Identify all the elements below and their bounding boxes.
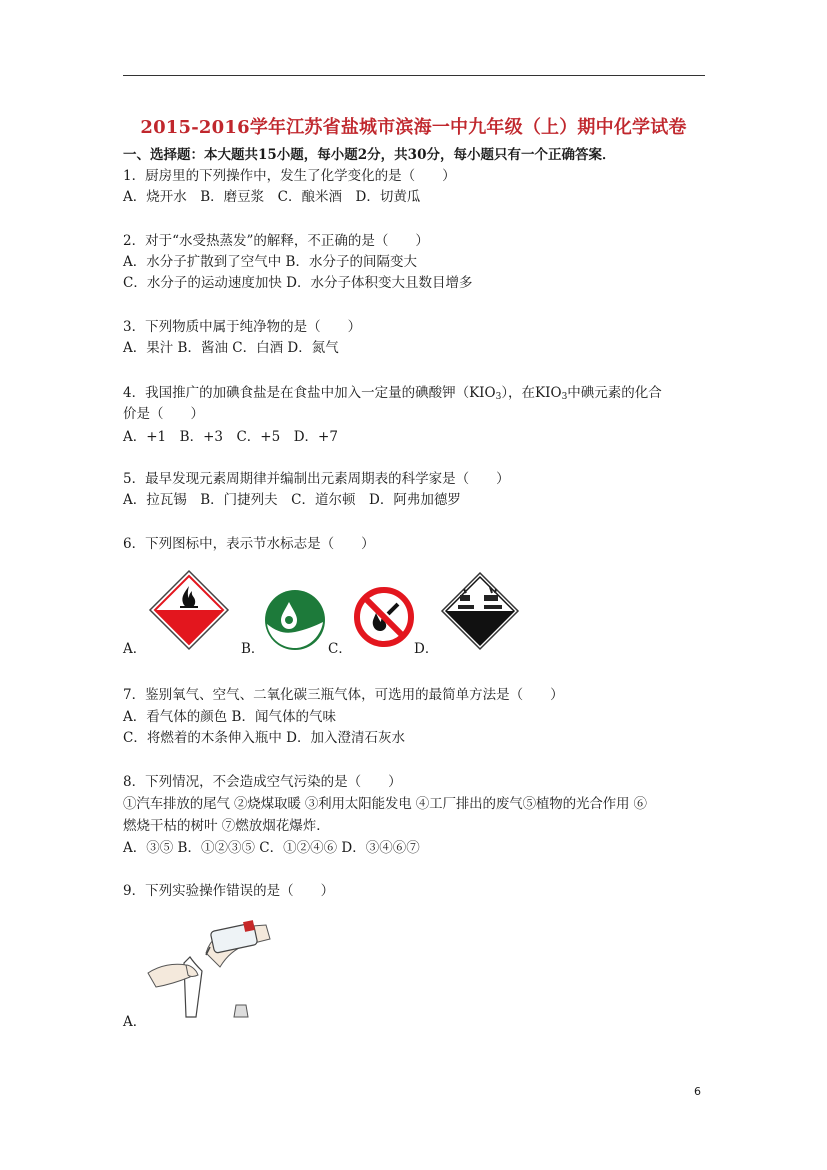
q4-subscript-1: 3 — [495, 392, 502, 402]
q6-stem: 6．下列图标中，表示节水标志是（ ） — [123, 536, 375, 552]
q7-options-1: A．看气体的颜色 B．闻气体的气味 — [123, 709, 336, 725]
page-title: 2015-2016学年江苏省盐城市滨海一中九年级（上）期中化学试卷 — [140, 117, 687, 138]
q4-stem-line2: 价是（ ） — [123, 406, 204, 422]
q4-stem-part2: ），在KIO — [501, 385, 562, 401]
q9-stem: 9．下列实验操作错误的是（ ） — [123, 883, 335, 899]
pouring-liquid-illustration-icon — [146, 905, 278, 1025]
q5-options: A．拉瓦锡 B．门捷列夫 C．道尔顿 D．阿弗加德罗 — [123, 492, 461, 508]
q4-subscript-2: 3 — [561, 392, 568, 402]
page-number: 6 — [694, 1085, 701, 1098]
water-saving-icon — [263, 588, 327, 652]
q5-stem: 5．最早发现元素周期律并编制出元素周期表的科学家是（ ） — [123, 471, 510, 487]
q2-options-1: A．水分子扩散到了空气中 B．水分子的间隔变大 — [123, 254, 417, 270]
q4-stem-part1: 4．我国推广的加碘食盐是在食盐中加入一定量的碘酸钾（KIO — [123, 385, 496, 401]
q7-options-2: C．将燃着的木条伸入瓶中 D．加入澄清石灰水 — [123, 730, 405, 746]
q3-options: A．果汁 B．酱油 C．白酒 D．氮气 — [123, 340, 339, 356]
q2-options-2: C．水分子的运动速度加快 D．水分子体积变大且数目增多 — [123, 275, 473, 291]
q6-option-d-label: D． — [414, 641, 439, 657]
q2-stem: 2．对于“水受热蒸发”的解释，不正确的是（ ） — [123, 233, 429, 249]
q8-items-line2: 燃烧干枯的树叶 ⑦燃放烟花爆炸． — [123, 818, 330, 834]
q1-options: A．烧开水 B．磨豆浆 C．酿米酒 D．切黄瓜 — [123, 189, 421, 205]
q4-stem — [123, 384, 662, 406]
q6-option-b-label: B． — [241, 641, 265, 657]
q4-stem-part3: 中碘元素的化合 — [567, 385, 662, 401]
q6-option-c-label: C． — [328, 641, 352, 657]
q6-option-a-label: A． — [123, 641, 147, 657]
q7-stem: 7．鉴别氧气、空气、二氧化碳三瓶气体，可选用的最简单方法是（ ） — [123, 687, 564, 703]
header-rule — [123, 75, 705, 76]
flammable-diamond-icon — [148, 569, 230, 651]
q8-options: A．③⑤ B．①②③⑤ C．①②④⑥ D．③④⑥⑦ — [123, 840, 420, 856]
q1-stem: 1．厨房里的下列操作中，发生了化学变化的是（ ） — [123, 168, 456, 184]
q8-items-line1: ①汽车排放的尾气 ②烧煤取暖 ③利用太阳能发电 ④工厂排出的废气⑤植物的光合作用 ⑥ — [123, 796, 647, 812]
q4-options: A．+1 B．+3 C．+5 D．+7 — [123, 429, 338, 445]
section-heading: 一、选择题：本大题共15小题，每小题2分，共30分，每小题只有一个正确答案． — [123, 147, 616, 163]
q9-option-a-label: A． — [123, 1014, 147, 1030]
corrosive-diamond-icon — [440, 571, 520, 651]
no-smoking-fire-icon — [352, 585, 416, 649]
q3-stem: 3．下列物质中属于纯净物的是（ ） — [123, 319, 362, 335]
q8-stem: 8．下列情况，不会造成空气污染的是（ ） — [123, 774, 402, 790]
